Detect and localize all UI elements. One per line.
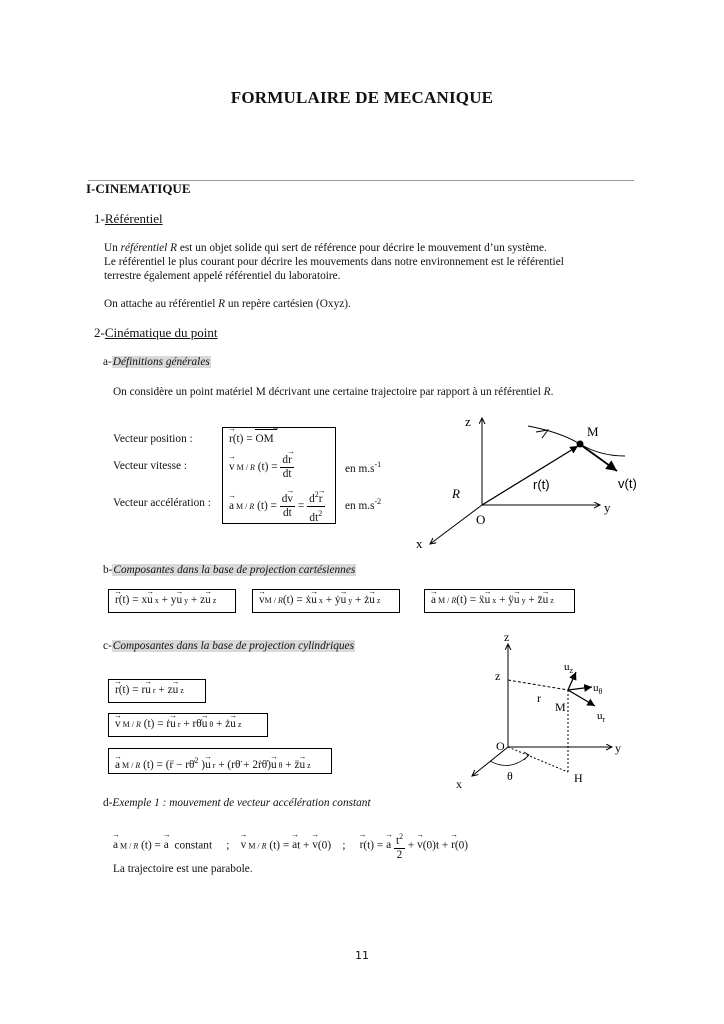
text-run: est un objet solide qui sert de référence pour décrire le mouvement d’un système. xyxy=(177,242,547,254)
fig1-label-z: z xyxy=(465,414,471,429)
fig2-label-z: z xyxy=(495,669,501,683)
fig1-label-x: x xyxy=(416,536,423,551)
eq-r-cylindrical: → r(t) = r→ u r + z→ u z xyxy=(108,679,206,703)
text-line: Le référentiel le plus courant pour décrire les mouvements dans notre environnement est le référentiel xyxy=(104,256,564,268)
eq-acceleration: → a M / R (t) = $\frac{d\to v}{dt}$ = $\frac{d^2\to r}{dt^2}$ xyxy=(229,488,325,525)
paragraph-referentiel xyxy=(104,241,564,283)
fig2-label-ur xyxy=(597,710,606,724)
text-run: Un xyxy=(104,242,121,254)
heading-cartesiennes xyxy=(103,564,356,576)
paragraph-point-materiel xyxy=(113,385,553,399)
fig2-label-theta: θ xyxy=(507,769,513,783)
fig1-label-R: R xyxy=(452,486,460,501)
text-run: On attache au référentiel xyxy=(104,298,219,310)
fig2-label-M: M xyxy=(555,700,566,714)
eq-r-cartesian: → r(t) = x→ u x + y→ u y + z→ u z xyxy=(108,589,236,613)
eq-v-cylindrical: → v M / R (t) = ṙ→ u r + rθ̇→ u θ + ż→ u z xyxy=(108,713,268,737)
text-run: u xyxy=(593,682,599,694)
heading-text: Composantes dans la base de projection cartésiennes xyxy=(113,564,356,576)
fig2-label-y: y xyxy=(615,741,621,755)
fig1-label-O: O xyxy=(476,512,486,527)
definitions-box xyxy=(222,423,336,524)
fig2-label-O: O xyxy=(496,739,505,753)
label-vecteur-vitesse: Vecteur vitesse : xyxy=(113,460,188,472)
unit-text: en m.s xyxy=(345,499,375,512)
figure-cylindrical xyxy=(450,630,640,792)
fig2-label-H: H xyxy=(574,771,583,785)
unit-acceleration xyxy=(345,497,381,512)
text-run: On considère un point matériel M décrivant une certaine trajectoire par rapport à un référentiel xyxy=(113,386,544,398)
heading-definitions xyxy=(103,356,211,368)
subsection-number: 2- xyxy=(94,325,105,340)
fig2-label-utheta xyxy=(593,682,603,696)
eq-a-cartesian: → a M / R(t) = ẍ→ u x + ÿ→ u y + z̈→ u z xyxy=(424,589,575,613)
page-title: FORMULAIRE DE MECANIQUE xyxy=(230,88,494,107)
heading-prefix: c- xyxy=(103,640,112,652)
separator: ; xyxy=(226,839,230,852)
label-vecteur-acceleration: Vecteur accélération : xyxy=(113,497,211,509)
fig1-label-rt: r(t) xyxy=(533,477,550,492)
heading-prefix: d- xyxy=(103,797,113,809)
text-subscript: r xyxy=(602,715,606,724)
eq-example-constant-acceleration: → a M / R (t) = → a constant ; → v M / R (t) = → at + → v(0) ; → r(t) = → a $\frac{t^2}{2}$ + → v(0)t + → r(0) xyxy=(113,830,468,862)
subsection-referentiel xyxy=(94,211,163,227)
text-line: terrestre également appelé référentiel du laboratoire. xyxy=(104,270,341,282)
heading-exemple xyxy=(103,797,371,809)
fig1-label-vt: v(t) xyxy=(618,476,637,491)
subsection-number: 1- xyxy=(94,211,105,226)
subsection-title: Référentiel xyxy=(104,211,163,226)
figure-trajectory xyxy=(410,410,650,555)
heading-prefix: b- xyxy=(103,564,113,576)
eq-v-cartesian: → vM / R(t) = ẋ→ u x + ẏ→ u y + ż→ u z xyxy=(252,589,400,613)
text-subscript: z xyxy=(569,666,574,675)
text-run-italic: R xyxy=(218,298,226,310)
unit-vitesse xyxy=(345,460,381,475)
fig2-label-uz xyxy=(564,661,574,675)
text-run: . xyxy=(550,386,554,398)
fig1-label-M: M xyxy=(587,424,599,439)
subsection-cinematique-point xyxy=(94,325,218,341)
unit-exponent: -1 xyxy=(374,460,382,469)
text-run: u xyxy=(564,661,570,673)
heading-text: Définitions générales xyxy=(112,356,210,368)
heading-text: Composantes dans la base de projection cylindriques xyxy=(112,640,354,652)
text-run-italic: référentiel R xyxy=(120,242,177,254)
text-run-italic: R xyxy=(543,386,551,398)
paragraph-repere xyxy=(104,297,351,311)
subsection-title: Cinématique du point xyxy=(104,325,218,340)
fig2-label-r: r xyxy=(537,691,541,705)
text-subscript: θ xyxy=(598,687,603,696)
eq-position: → r(t) = OM → xyxy=(229,433,274,445)
fig2-label-x: x xyxy=(456,777,462,791)
unit-exponent: -2 xyxy=(374,497,382,506)
unit-text: en m.s xyxy=(345,462,375,475)
heading-text: Exemple 1 : mouvement de vecteur accélération constant xyxy=(112,797,371,809)
page-number: 11 xyxy=(355,949,369,962)
text-run: un repère cartésien (Oxyz). xyxy=(225,298,351,310)
eq-vitesse: → v M / R (t) = $\frac{d\to r}{dt}$ xyxy=(229,454,294,481)
text-run: u xyxy=(597,710,603,722)
eq-a-cylindrical: → a M / R (t) = (r̈ − rθ̇$^2$ )→ u r + (rθ̈ + 2ṙθ̇)→ u θ + z̈→ u z xyxy=(108,748,332,774)
text-run: constant xyxy=(174,839,213,852)
text-trajectoire-parabole: La trajectoire est une parabole. xyxy=(113,863,253,875)
fig2-label-z-axis: z xyxy=(504,630,510,644)
fig1-label-y: y xyxy=(604,500,611,515)
heading-cylindriques xyxy=(103,640,355,652)
heading-prefix: a- xyxy=(103,356,112,368)
section-heading-cinematique: I-CINEMATIQUE xyxy=(86,181,191,196)
label-vecteur-position: Vecteur position : xyxy=(113,433,193,445)
